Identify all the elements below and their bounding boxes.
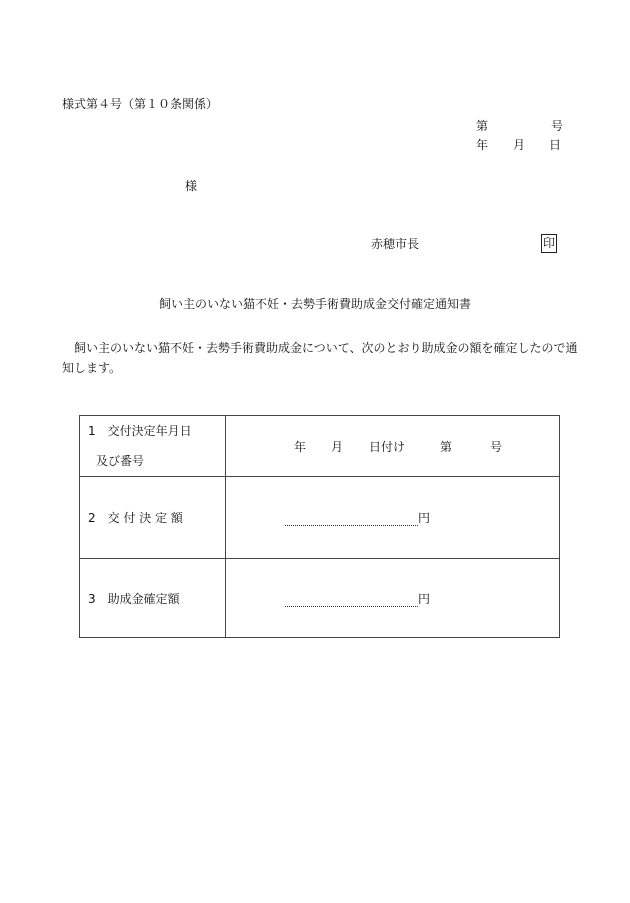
- decision-number-suffix: 号: [490, 439, 503, 454]
- confirmed-amount-label: 3 助成金確定額: [80, 559, 226, 638]
- confirmed-amount-value-cell: [226, 559, 560, 638]
- details-table: [79, 415, 560, 638]
- decision-amount-unit: 円: [418, 511, 431, 525]
- decision-number-label: 及び番号: [96, 454, 145, 468]
- decision-dated-label: 日付け: [369, 439, 406, 454]
- decision-amount-field: [285, 511, 418, 526]
- addressee-suffix: 様: [185, 179, 198, 193]
- table-row: [80, 559, 560, 638]
- document-title: 飼い主のいない猫不妊・去勢手術費助成金交付確定通知書: [158, 297, 471, 311]
- table-row: [80, 416, 560, 477]
- date-day-label: 日: [549, 138, 562, 152]
- decision-year-label: 年: [294, 439, 307, 454]
- decision-amount-value-cell: [226, 477, 560, 559]
- decision-date-label: 1 交付決定年月日: [88, 424, 192, 438]
- date-month-label: 月: [513, 138, 526, 152]
- date-year-label: 年: [476, 138, 489, 152]
- confirmed-amount-field: [285, 592, 418, 607]
- confirmed-amount-unit: 円: [418, 591, 431, 606]
- decision-date-label-cell: [80, 416, 226, 477]
- document-number-prefix: 第: [476, 119, 489, 133]
- form-identifier: 様式第４号（第１０条関係）: [62, 97, 219, 111]
- seal-stamp-box: 印: [541, 234, 557, 253]
- table-row: [80, 477, 560, 559]
- decision-number-prefix: 第: [440, 439, 453, 454]
- issuer-name: 赤穂市長: [371, 237, 420, 251]
- decision-month-label: 月: [331, 439, 344, 454]
- document-number-suffix: 号: [551, 119, 564, 133]
- notice-body-text: 飼い主のいない猫不妊・去勢手術費助成金について、次のとおり助成金の額を確定したので通知します。: [62, 341, 578, 375]
- decision-amount-label: 2 交 付 決 定 額: [80, 477, 226, 559]
- decision-date-value-cell: [226, 416, 560, 477]
